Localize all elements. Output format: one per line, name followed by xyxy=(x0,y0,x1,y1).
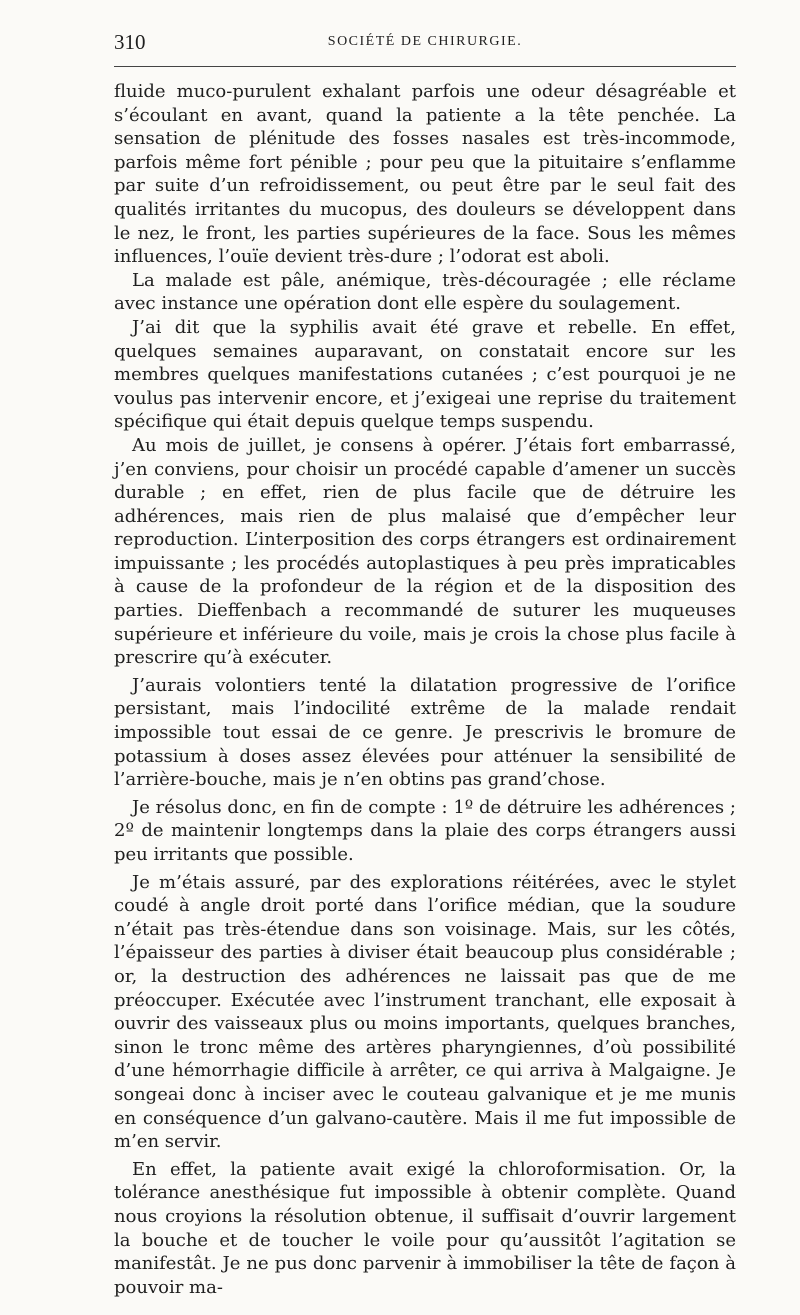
paragraph: Je résolus donc, en fin de compte : 1º de détruire les adhérences ; 2º de maintenir longtemps dans la plaie des corps étrangers aussi peu irritants que possible. xyxy=(114,796,736,865)
paragraph: Au mois de juillet, je consens à opérer. J’étais fort embarrassé, j’en conviens, pour choisir un procédé capable d’amener un succès durable ; en effet, rien de plus facile que de détruire les adhérences, mais rien de plus malaisé que d’empêcher leur reproduction. L’interposition des corps étrangers est ordinairement impuissante ; les procédés autoplastiques à peu près impraticables à cause de la profondeur de la région et de la disposition des parties. Dieffenbach a recommandé de suturer les muqueuses supérieure et inférieure du voile, mais je crois la chose plus facile à prescrire qu’à exécuter. xyxy=(114,434,736,669)
body-text xyxy=(114,80,736,1299)
paragraph: Je m’étais assuré, par des explorations réitérées, avec le stylet coudé à angle droit porté dans l’orifice médian, que la soudure n’était pas très-étendue dans son voisinage. Mais, sur les côtés, l’épaisseur des parties à diviser était beaucoup plus considérable ; or, la destruction des adhérences ne laissait pas que de me préoccuper. Exécutée avec l’instrument tranchant, elle exposait à ouvrir des vaisseaux plus ou moins importants, quelques branches, sinon le tronc même des artères pharyngiennes, d’où possibilité d’une hémorrhagie difficile à arrêter, ce qui arriva à Malgaigne. Je songeai donc à inciser avec le couteau galvanique et je me munis en conséquence d’un galvano-cautère. Mais il me fut impossible de m’en servir. xyxy=(114,871,736,1153)
paragraph-continued: fluide muco-purulent exhalant parfois une odeur désagréable et s’écoulant en avant, quand la patiente a la tête penchée. La sensation de plénitude des fosses nasales est très-incommode, parfois même fort pénible ; pour peu que la pituitaire s’enflamme par suite d’un refroidissement, ou peut être par le seul fait des qualités irritantes du mucopus, des douleurs se développent dans le nez, le front, les parties supérieures de la face. Sous les mêmes influences, l’ouïe devient très-dure ; l’odorat est aboli. xyxy=(114,81,736,268)
paragraph: En effet, la patiente avait exigé la chloroformisation. Or, la tolérance anesthésique fut impossible à obtenir complète. Quand nous croyions la résolution obtenue, il suffisait d’ouvrir largement la bouche et de toucher le voile pour qu’aussitôt l’agitation se manifestât. Je ne pus donc parvenir à immobiliser la tête de façon à pouvoir ma- xyxy=(114,1158,736,1298)
running-head: SOCIÉTÉ DE CHIRURGIE. xyxy=(327,34,523,49)
paragraph: La malade est pâle, anémique, très-découragée ; elle réclame avec instance une opération dont elle espère du soulagement. xyxy=(114,269,736,315)
paragraph: J’ai dit que la syphilis avait été grave et rebelle. En effet, quelques semaines auparavant, on constatait encore sur les membres quelques manifestations cutanées ; c’est pourquoi je ne voulus pas intervenir encore, et j’exigeai une reprise du traitement spécifique qui était depuis quelque temps suspendu. xyxy=(114,316,736,433)
header-rule xyxy=(114,66,736,67)
page-number: 310 xyxy=(114,30,146,54)
paragraph: J’aurais volontiers tenté la dilatation progressive de l’orifice persistant, mais l’indocilité extrême de la malade rendait impossible tout essai de ce genre. Je prescrivis le bromure de potassium à doses assez élevées pour atténuer la sensibilité de l’arrière-bouche, mais je n’en obtins pas grand’chose. xyxy=(114,674,736,791)
page-header xyxy=(114,26,736,60)
